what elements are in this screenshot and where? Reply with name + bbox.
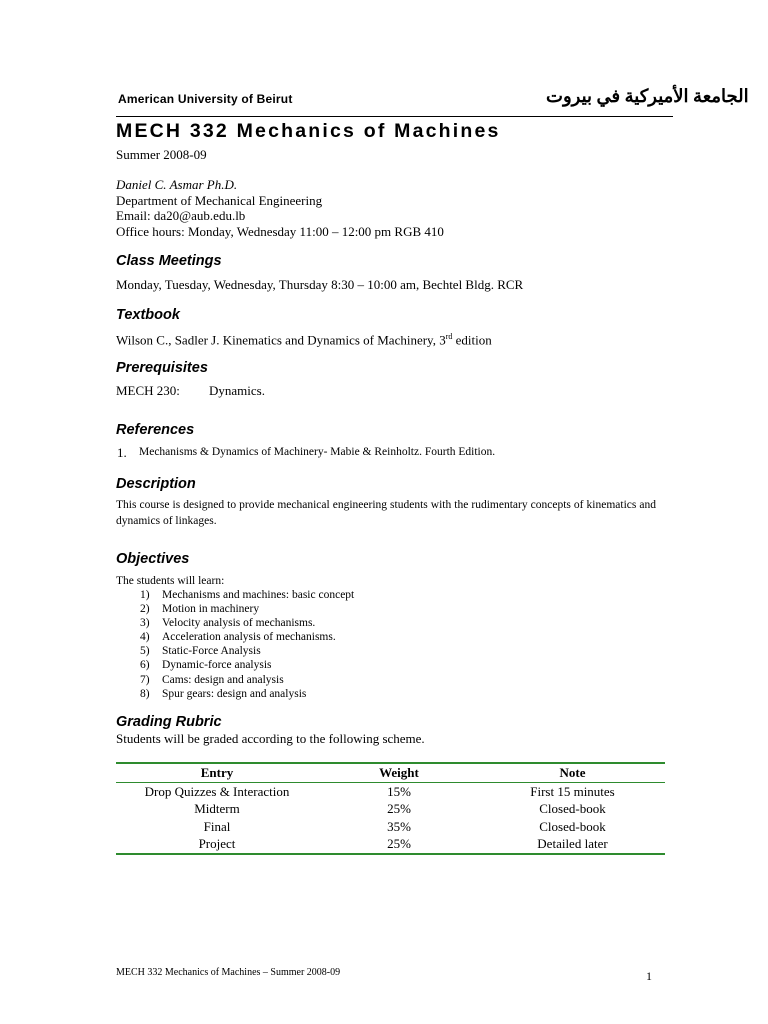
objective-item: 6) Dynamic-force analysis bbox=[140, 659, 272, 672]
table-row bbox=[116, 818, 665, 836]
column-header-note: Note bbox=[480, 763, 665, 783]
instructor-name: Daniel C. Asmar Ph.D. bbox=[116, 177, 238, 192]
description-heading: Description bbox=[116, 476, 196, 492]
objective-item: 2) Motion in machinery bbox=[140, 603, 260, 616]
table-cell: Project bbox=[116, 836, 318, 855]
objective-item: 8) Spur gears: design and analysis bbox=[140, 687, 307, 700]
objective-item: 5) Static-Force Analysis bbox=[140, 645, 261, 658]
class-meetings-heading: Class Meetings bbox=[116, 253, 222, 269]
table-cell: 25% bbox=[318, 836, 480, 855]
table-cell: Closed-book bbox=[539, 801, 606, 817]
table-header-row bbox=[116, 763, 665, 783]
reference-number: 1. bbox=[117, 445, 127, 460]
objective-item: 1) Mechanisms and machines: basic concept bbox=[140, 589, 355, 601]
table-cell: Midterm bbox=[194, 801, 240, 817]
table-row bbox=[116, 783, 665, 801]
class-meetings-text: Monday, Tuesday, Wednesday, Thursday 8:30 – 10:00 am, Bechtel Bldg. RCR bbox=[116, 277, 524, 292]
page-number: 1 bbox=[646, 969, 652, 983]
university-arabic-logo: الجامعة الأميركية في بيروت bbox=[546, 86, 749, 106]
column-header-weight: Weight bbox=[318, 763, 480, 783]
table-cell: 15% bbox=[387, 783, 411, 799]
objectives-intro: The students will learn: bbox=[116, 575, 225, 587]
course-term: Summer 2008-09 bbox=[116, 147, 207, 162]
references-heading: References bbox=[116, 422, 195, 438]
prerequisite-code: MECH 230: bbox=[116, 383, 180, 398]
grading-table bbox=[116, 762, 665, 855]
page-footer: MECH 332 Mechanics of Machines – Summer 2008-09 bbox=[116, 967, 341, 978]
objectives-list bbox=[140, 588, 354, 701]
prerequisite-name: Dynamics. bbox=[209, 383, 265, 398]
table-cell: 35% bbox=[387, 818, 411, 834]
reference-text: Mechanisms & Dynamics of Machinery- Mabie & Reinholtz. Fourth Edition. bbox=[139, 446, 496, 458]
grading-intro: Students will be graded according to the following scheme. bbox=[116, 731, 425, 746]
header-divider bbox=[116, 116, 673, 117]
objective-item: 4) Acceleration analysis of mechanisms. bbox=[140, 631, 336, 644]
prerequisites-heading: Prerequisites bbox=[116, 360, 208, 376]
column-header-entry: Entry bbox=[116, 763, 318, 783]
table-row bbox=[116, 836, 665, 855]
instructor-email: Email: da20@aub.edu.lb bbox=[116, 208, 246, 223]
instructor-office-hours: Office hours: Monday, Wednesday 11:00 – 12:00 pm RGB 410 bbox=[116, 224, 444, 239]
grading-heading: Grading Rubric bbox=[116, 714, 222, 730]
course-title: MECH 332 Mechanics of Machines bbox=[116, 120, 501, 142]
instructor-department: Department of Mechanical Engineering bbox=[116, 193, 323, 208]
textbook-heading: Textbook bbox=[116, 307, 180, 323]
table-row bbox=[116, 801, 665, 819]
description-text: This course is designed to provide mechanical engineering students with the rudimentary concepts of kinematics and dynamics of linkages. bbox=[116, 499, 656, 527]
textbook-text: Wilson C., Sadler J. Kinematics and Dynamics of Machinery, 3rd edition bbox=[116, 332, 492, 348]
objective-item: 7) Cams: design and analysis bbox=[140, 673, 284, 686]
objectives-heading: Objectives bbox=[116, 551, 190, 567]
table-cell: Final bbox=[203, 818, 231, 834]
table-cell: 25% bbox=[387, 801, 411, 817]
table-cell: Detailed later bbox=[480, 836, 665, 855]
table-cell: Closed-book bbox=[539, 818, 606, 834]
objective-item: 3) Velocity analysis of mechanisms. bbox=[140, 617, 316, 630]
table-cell: Drop Quizzes & Interaction bbox=[144, 783, 290, 799]
table-cell: First 15 minutes bbox=[530, 783, 615, 799]
university-name: American University of Beirut bbox=[118, 92, 293, 106]
